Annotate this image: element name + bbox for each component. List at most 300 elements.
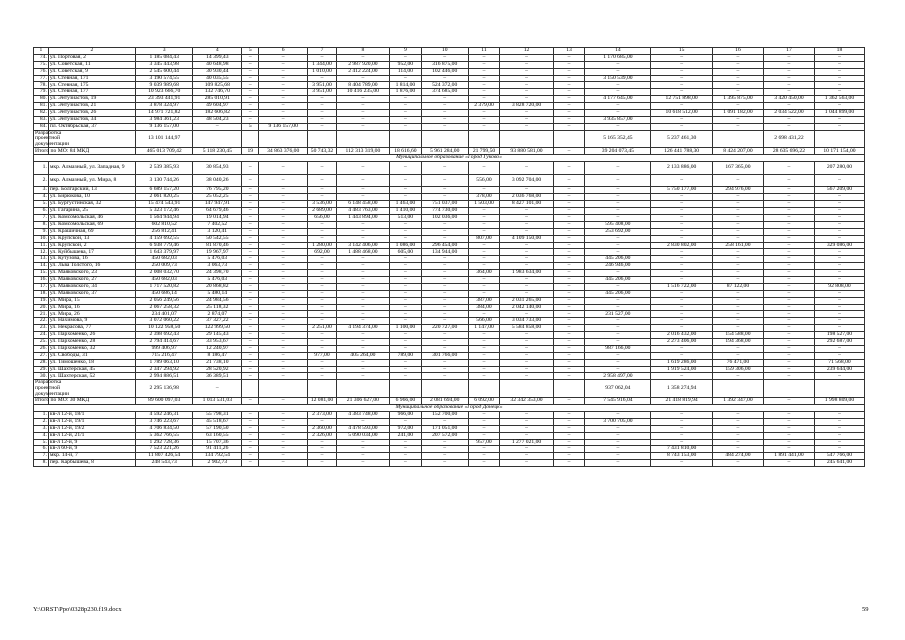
- table-row: [34, 460, 865, 467]
- value-cell: –: [308, 103, 337, 110]
- value-cell: 3 935 857,00: [585, 116, 651, 123]
- value-cell: [336, 130, 389, 148]
- value-cell: –: [336, 290, 389, 297]
- value-cell: –: [389, 116, 421, 123]
- value-cell: –: [814, 123, 864, 130]
- value-cell: –: [763, 162, 814, 175]
- value-cell: –: [421, 263, 468, 270]
- value-cell: –: [421, 339, 468, 346]
- row-number-cell: 8.: [34, 460, 49, 467]
- value-cell: –: [259, 75, 308, 82]
- value-cell: –: [500, 75, 553, 82]
- row-number-cell: 16.: [34, 277, 49, 284]
- value-cell: –: [814, 235, 864, 242]
- row-number-cell: 20.: [34, 304, 49, 311]
- value-cell: –: [421, 110, 468, 117]
- row-number-cell: 79.: [34, 89, 49, 96]
- value-cell: 524 372,00: [421, 82, 468, 89]
- value-cell: 2 398 692,43: [136, 332, 193, 339]
- value-cell: –: [814, 82, 864, 89]
- value-cell: –: [712, 325, 763, 332]
- value-cell: 154 588,00: [712, 332, 763, 339]
- value-cell: 1 292 728,36: [136, 439, 193, 446]
- value-cell: –: [500, 263, 553, 270]
- value-cell: –: [468, 116, 500, 123]
- value-cell: –: [500, 215, 553, 222]
- value-cell: –: [389, 228, 421, 235]
- address-cell: ул. Комсомольская, 46: [48, 215, 135, 222]
- value-cell: –: [763, 249, 814, 256]
- value-cell: –: [308, 162, 337, 175]
- value-cell: –: [585, 249, 651, 256]
- table-row: [34, 366, 865, 373]
- value-cell: –: [553, 242, 585, 249]
- value-cell: –: [308, 96, 337, 103]
- value-cell: –: [763, 339, 814, 346]
- value-cell: –: [308, 453, 337, 460]
- column-number-cell: 4: [193, 48, 242, 55]
- value-cell: –: [259, 256, 308, 263]
- value-cell: –: [814, 418, 864, 425]
- value-cell: –: [308, 110, 337, 117]
- value-cell: –: [421, 446, 468, 453]
- value-cell: –: [193, 123, 242, 130]
- value-cell: –: [468, 453, 500, 460]
- value-cell: –: [500, 61, 553, 68]
- value-cell: [389, 380, 421, 398]
- value-cell: –: [651, 215, 713, 222]
- value-cell: –: [585, 242, 651, 249]
- value-cell: –: [389, 187, 421, 194]
- value-cell: –: [259, 418, 308, 425]
- value-cell: –: [389, 96, 421, 103]
- address-cell: кв-л 12-й, 19/1: [48, 418, 135, 425]
- value-cell: –: [259, 96, 308, 103]
- value-cell: 258 161,00: [712, 242, 763, 249]
- value-cell: –: [651, 460, 713, 467]
- address-cell: ул. Энтузиастов, 19: [48, 96, 135, 103]
- row-number-cell: 76.: [34, 68, 49, 75]
- value-cell: –: [389, 277, 421, 284]
- value-cell: 25 118,32: [193, 304, 242, 311]
- value-cell: –: [814, 68, 864, 75]
- value-cell: –: [259, 103, 308, 110]
- value-cell: –: [468, 242, 500, 249]
- value-cell: 484 274,00: [712, 453, 763, 460]
- value-cell: –: [468, 75, 500, 82]
- value-cell: 18 616,60: [389, 148, 421, 155]
- address-cell: ул. Куйбышева, 17: [48, 249, 135, 256]
- value-cell: 301 766,00: [421, 352, 468, 359]
- value-cell: –: [553, 345, 585, 352]
- value-cell: –: [712, 263, 763, 270]
- value-cell: –: [389, 270, 421, 277]
- section-header-row: [34, 155, 865, 162]
- value-cell: –: [814, 208, 864, 215]
- value-cell: –: [553, 411, 585, 418]
- value-cell: –: [389, 110, 421, 117]
- value-cell: –: [500, 221, 553, 228]
- value-cell: 24 984,56: [193, 297, 242, 304]
- value-cell: –: [242, 270, 259, 277]
- value-cell: –: [553, 235, 585, 242]
- value-cell: –: [259, 446, 308, 453]
- row-number-cell: 7.: [34, 215, 49, 222]
- value-cell: 25 052,25: [193, 194, 242, 201]
- address-cell: пер. Карбышева, 8: [48, 460, 135, 467]
- value-cell: –: [389, 221, 421, 228]
- value-cell: –: [308, 460, 337, 467]
- value-cell: –: [651, 318, 713, 325]
- value-cell: 2 794 414,67: [136, 339, 193, 346]
- value-cell: 999 406,97: [136, 345, 193, 352]
- value-cell: –: [763, 82, 814, 89]
- value-cell: –: [553, 446, 585, 453]
- value-cell: –: [468, 373, 500, 380]
- value-cell: 91 411,26: [193, 446, 242, 453]
- value-cell: –: [651, 89, 713, 96]
- value-cell: 182 606,82: [193, 110, 242, 117]
- value-cell: 36 389,51: [193, 373, 242, 380]
- value-cell: 1 185 084,43: [136, 54, 193, 61]
- value-cell: –: [763, 283, 814, 290]
- row-number-cell: 21.: [34, 311, 49, 318]
- value-cell: 3 746 223,67: [136, 418, 193, 425]
- value-cell: 253 692,00: [585, 228, 651, 235]
- value-cell: –: [651, 194, 713, 201]
- value-cell: –: [259, 425, 308, 432]
- value-cell: –: [389, 75, 421, 82]
- value-cell: –: [651, 432, 713, 439]
- value-cell: –: [500, 352, 553, 359]
- value-cell: –: [712, 249, 763, 256]
- value-cell: –: [553, 208, 585, 215]
- value-cell: –: [553, 304, 585, 311]
- value-cell: –: [763, 89, 814, 96]
- value-cell: –: [651, 311, 713, 318]
- value-cell: 194 368,00: [712, 339, 763, 346]
- value-cell: 2 698 431,22: [763, 130, 814, 148]
- value-cell: 32 342 353,00: [500, 398, 553, 405]
- value-cell: –: [553, 318, 585, 325]
- address-cell: ул. Мира, 16: [48, 304, 135, 311]
- value-cell: 93 880 581,00: [500, 148, 553, 155]
- value-cell: –: [814, 446, 864, 453]
- value-cell: 10 618 512,00: [651, 110, 713, 117]
- value-cell: –: [712, 373, 763, 380]
- value-cell: –: [308, 123, 337, 130]
- value-cell: –: [763, 398, 814, 405]
- row-number-cell: 18.: [34, 290, 49, 297]
- value-cell: –: [553, 418, 585, 425]
- value-cell: –: [500, 460, 553, 467]
- value-cell: 147 947,91: [193, 201, 242, 208]
- value-cell: [259, 380, 308, 398]
- value-cell: –: [389, 123, 421, 130]
- value-cell: –: [712, 228, 763, 235]
- value-cell: –: [585, 270, 651, 277]
- value-cell: 692,00: [308, 249, 337, 256]
- value-cell: –: [712, 432, 763, 439]
- value-cell: 445 206,00: [585, 290, 651, 297]
- value-cell: –: [242, 215, 259, 222]
- address-cell: кв-л 12-й, 18/1: [48, 411, 135, 418]
- value-cell: 1 358 274,94: [651, 380, 713, 398]
- value-cell: –: [712, 411, 763, 418]
- value-cell: –: [585, 162, 651, 175]
- address-cell: ул. Энтузиастов, 21: [48, 103, 135, 110]
- value-cell: –: [763, 290, 814, 297]
- value-cell: –: [585, 82, 651, 89]
- column-number-cell: 18: [814, 48, 864, 55]
- value-cell: –: [763, 432, 814, 439]
- value-cell: 2 545 600,44: [136, 68, 193, 75]
- value-cell: –: [242, 425, 259, 432]
- value-cell: –: [308, 75, 337, 82]
- value-cell: 789,00: [389, 352, 421, 359]
- value-cell: [193, 130, 242, 148]
- value-cell: 4 592 246,31: [136, 411, 193, 418]
- row-number-cell: 1.: [34, 411, 49, 418]
- value-cell: –: [814, 425, 864, 432]
- value-cell: 8 424 207,00: [712, 148, 763, 155]
- value-cell: –: [585, 439, 651, 446]
- value-cell: 23 393 441,91: [136, 96, 193, 103]
- value-cell: 21 799,50: [468, 148, 500, 155]
- value-cell: –: [763, 242, 814, 249]
- value-cell: 19: [242, 148, 259, 155]
- value-cell: 1 410,00: [389, 208, 421, 215]
- value-cell: –: [242, 332, 259, 339]
- value-cell: 4 194 374,00: [336, 325, 389, 332]
- row-number-cell: 75.: [34, 61, 49, 68]
- value-cell: 11 807 426,54: [136, 453, 193, 460]
- value-cell: 28 635 696,22: [763, 148, 814, 155]
- value-cell: –: [468, 359, 500, 366]
- value-cell: –: [308, 174, 337, 187]
- table-row: [34, 75, 865, 82]
- value-cell: –: [763, 311, 814, 318]
- value-cell: –: [814, 201, 864, 208]
- value-cell: –: [468, 82, 500, 89]
- value-cell: –: [651, 263, 713, 270]
- value-cell: –: [814, 249, 864, 256]
- value-cell: –: [814, 256, 864, 263]
- value-cell: –: [421, 373, 468, 380]
- value-cell: –: [242, 96, 259, 103]
- value-cell: –: [651, 256, 713, 263]
- value-cell: –: [336, 345, 389, 352]
- value-cell: 12 240,97: [193, 345, 242, 352]
- value-cell: –: [242, 453, 259, 460]
- value-cell: 292 687,00: [814, 339, 864, 346]
- value-cell: [814, 380, 864, 398]
- value-cell: –: [712, 103, 763, 110]
- value-cell: –: [421, 194, 468, 201]
- value-cell: –: [259, 162, 308, 175]
- value-cell: 1 789 063,10: [136, 359, 193, 366]
- value-cell: –: [259, 54, 308, 61]
- address-cell: ул. Крашичная, 69: [48, 228, 135, 235]
- value-cell: –: [763, 75, 814, 82]
- row-number-cell: 14.: [34, 263, 49, 270]
- value-cell: 987 166,00: [585, 345, 651, 352]
- value-cell: –: [712, 311, 763, 318]
- value-cell: –: [500, 242, 553, 249]
- value-cell: –: [308, 373, 337, 380]
- value-cell: –: [389, 339, 421, 346]
- value-cell: –: [242, 277, 259, 284]
- value-cell: –: [553, 54, 585, 61]
- value-cell: –: [585, 460, 651, 467]
- value-cell: 114,00: [389, 68, 421, 75]
- value-cell: –: [308, 221, 337, 228]
- row-number-cell: 3.: [34, 425, 49, 432]
- value-cell: –: [242, 201, 259, 208]
- value-cell: –: [389, 162, 421, 175]
- value-cell: –: [468, 187, 500, 194]
- value-cell: 102 446,00: [421, 68, 468, 75]
- address-cell: ул. Крупской, 2: [48, 242, 135, 249]
- value-cell: –: [814, 345, 864, 352]
- value-cell: –: [585, 453, 651, 460]
- value-cell: –: [421, 228, 468, 235]
- value-cell: –: [553, 194, 585, 201]
- value-cell: –: [712, 174, 763, 187]
- column-number-cell: 10: [421, 48, 468, 55]
- value-cell: 3 092 704,00: [500, 174, 553, 187]
- value-cell: 3 951,00: [308, 89, 337, 96]
- value-cell: 605,00: [389, 249, 421, 256]
- address-cell: ул. Советская, 11: [48, 61, 135, 68]
- value-cell: –: [308, 439, 337, 446]
- value-cell: –: [553, 283, 585, 290]
- value-cell: 5 165 352,45: [585, 130, 651, 148]
- value-cell: 13 101 144,97: [136, 130, 193, 148]
- value-cell: –: [259, 311, 308, 318]
- value-cell: –: [500, 446, 553, 453]
- value-cell: –: [763, 201, 814, 208]
- value-cell: –: [389, 290, 421, 297]
- value-cell: –: [308, 339, 337, 346]
- value-cell: –: [389, 439, 421, 446]
- value-cell: –: [763, 263, 814, 270]
- value-cell: –: [259, 228, 308, 235]
- row-number-cell: 25.: [34, 339, 49, 346]
- value-cell: –: [389, 373, 421, 380]
- value-cell: 40 648,98: [193, 61, 242, 68]
- value-cell: –: [421, 174, 468, 187]
- value-cell: 3 130 744,26: [136, 174, 193, 187]
- value-cell: –: [763, 221, 814, 228]
- value-cell: –: [712, 116, 763, 123]
- value-cell: –: [763, 235, 814, 242]
- address-cell: кв-л 12-й, 19/2: [48, 425, 135, 432]
- value-cell: [468, 130, 500, 148]
- value-cell: –: [814, 297, 864, 304]
- value-cell: 12 751 898,00: [651, 96, 713, 103]
- value-cell: –: [308, 318, 337, 325]
- value-cell: –: [712, 270, 763, 277]
- value-cell: 152 700,00: [421, 411, 468, 418]
- value-cell: 4 478 593,00: [336, 425, 389, 432]
- row-number-cell: 26.: [34, 345, 49, 352]
- value-cell: –: [259, 325, 308, 332]
- row-number-cell: 84.: [34, 123, 49, 130]
- value-cell: –: [336, 194, 389, 201]
- value-cell: –: [259, 366, 308, 373]
- value-cell: 1 983 634,00: [500, 270, 553, 277]
- value-cell: 602 810,52: [136, 221, 193, 228]
- value-cell: –: [763, 425, 814, 432]
- value-cell: –: [468, 89, 500, 96]
- value-cell: 1 998 809,00: [814, 398, 864, 405]
- value-cell: –: [814, 373, 864, 380]
- value-cell: –: [500, 96, 553, 103]
- value-cell: –: [421, 359, 468, 366]
- value-cell: –: [389, 283, 421, 290]
- value-cell: –: [500, 283, 553, 290]
- value-cell: –: [336, 174, 389, 187]
- value-cell: 37 327,22: [193, 318, 242, 325]
- column-number-cell: 11: [468, 48, 500, 55]
- value-cell: –: [553, 96, 585, 103]
- value-cell: –: [712, 221, 763, 228]
- value-cell: –: [336, 110, 389, 117]
- value-cell: 45 518,67: [193, 418, 242, 425]
- value-cell: 3 345 443,98: [136, 61, 193, 68]
- value-cell: 316 875,00: [421, 61, 468, 68]
- value-cell: 3 951,00: [308, 82, 337, 89]
- value-cell: –: [553, 398, 585, 405]
- value-cell: –: [336, 311, 389, 318]
- value-cell: –: [553, 290, 585, 297]
- value-cell: [814, 130, 864, 148]
- value-cell: –: [585, 123, 651, 130]
- value-cell: –: [242, 439, 259, 446]
- value-cell: –: [308, 256, 337, 263]
- value-cell: –: [651, 201, 713, 208]
- value-cell: 19 967,97: [193, 249, 242, 256]
- value-cell: –: [553, 277, 585, 284]
- value-cell: 450 682,03: [136, 256, 193, 263]
- value-cell: –: [336, 446, 389, 453]
- value-cell: –: [500, 345, 553, 352]
- value-cell: 39 204 073,45: [585, 148, 651, 155]
- value-cell: –: [500, 366, 553, 373]
- value-cell: –: [259, 263, 308, 270]
- value-cell: –: [389, 453, 421, 460]
- column-number-cell: 7: [308, 48, 337, 55]
- value-cell: –: [500, 82, 553, 89]
- value-cell: –: [553, 162, 585, 175]
- value-cell: –: [389, 304, 421, 311]
- value-cell: –: [259, 411, 308, 418]
- value-cell: 2 067 258,32: [136, 304, 193, 311]
- value-cell: –: [336, 187, 389, 194]
- value-cell: –: [421, 311, 468, 318]
- value-cell: –: [814, 54, 864, 61]
- value-cell: –: [585, 325, 651, 332]
- value-cell: –: [763, 194, 814, 201]
- value-cell: –: [763, 215, 814, 222]
- value-cell: –: [242, 103, 259, 110]
- value-cell: 2 031 265,00: [500, 297, 553, 304]
- value-cell: 5 476,03: [193, 256, 242, 263]
- value-cell: –: [763, 318, 814, 325]
- value-cell: –: [308, 418, 337, 425]
- value-cell: 957,00: [468, 439, 500, 446]
